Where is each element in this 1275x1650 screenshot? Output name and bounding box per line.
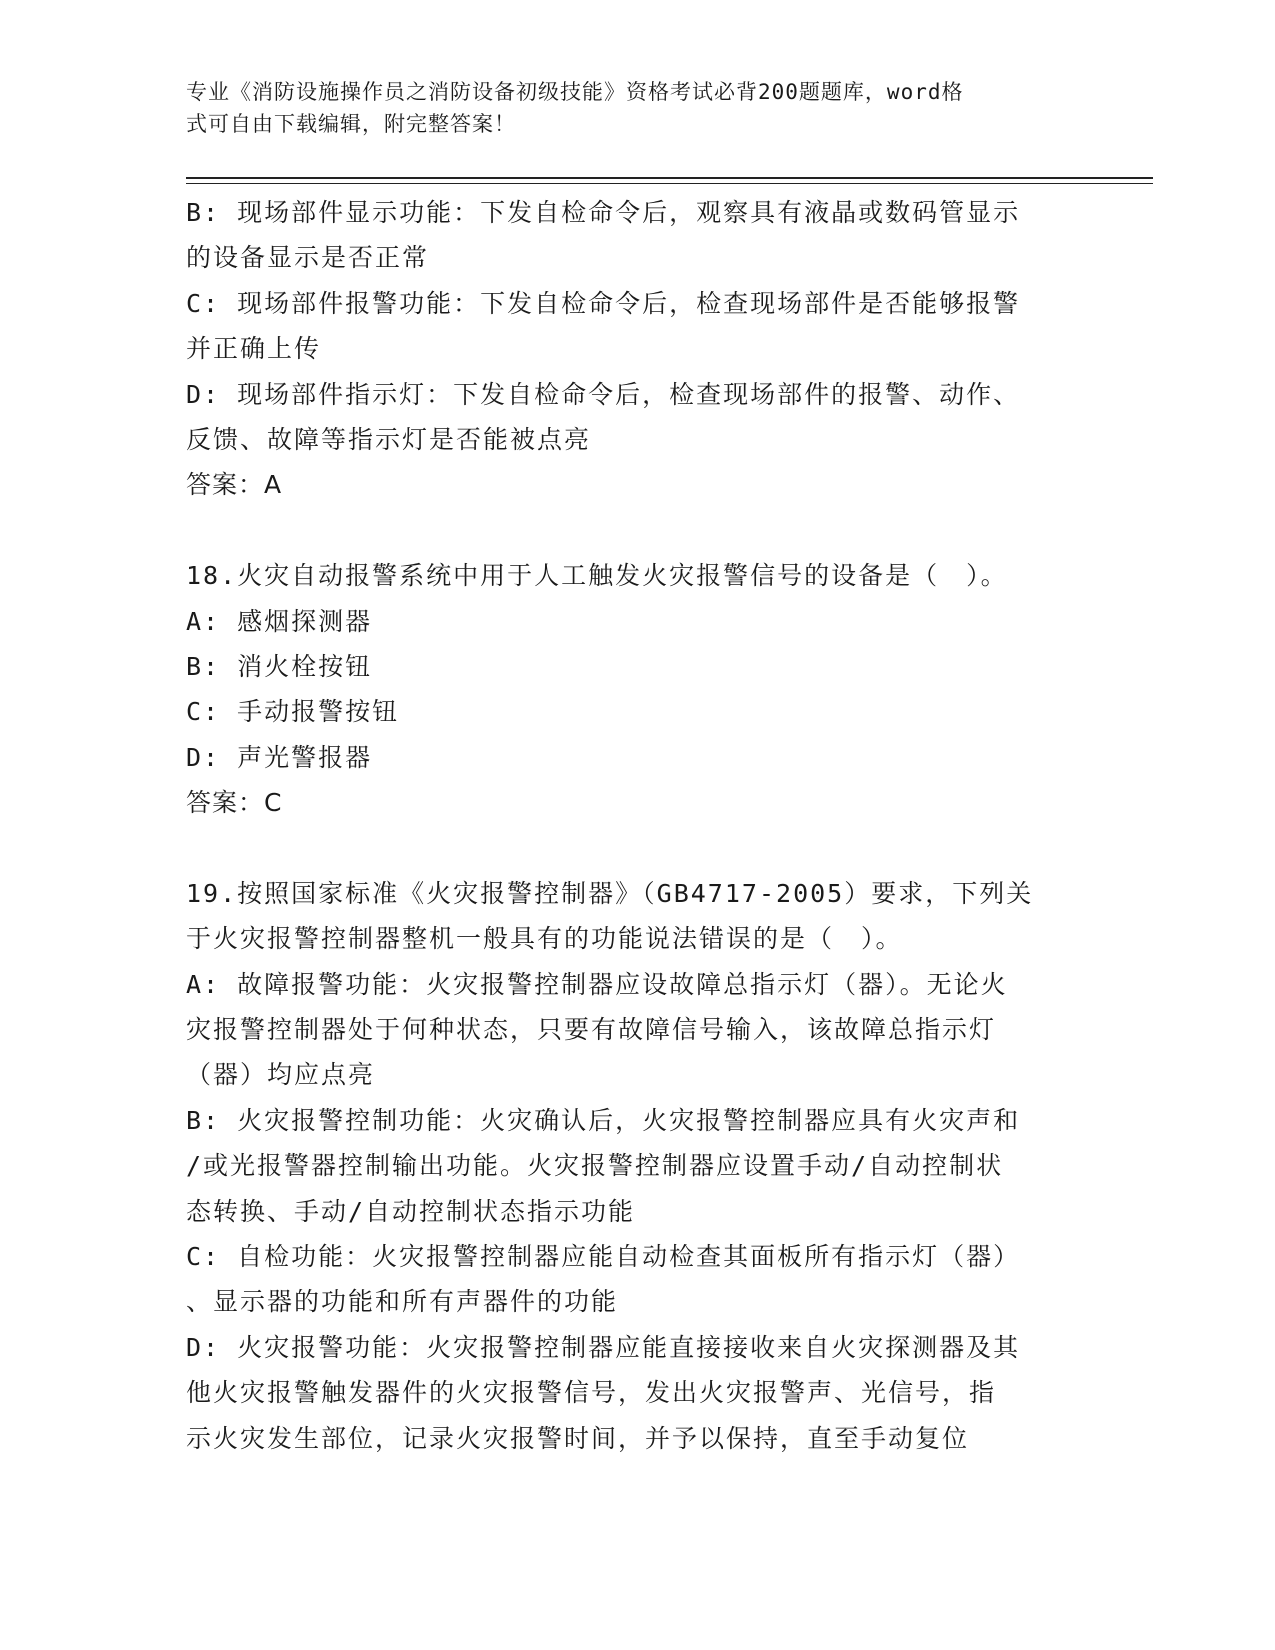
header-divider-thin (186, 183, 1153, 184)
header-divider-thick (186, 177, 1153, 179)
option-c-line-2: 、显示器的功能和所有声器件的功能 (186, 1287, 619, 1317)
question-content (186, 190, 1076, 1461)
question-18 (186, 553, 1076, 825)
header-line-1: 专业《消防设施操作员之消防设备初级技能》资格考试必背200题题库，word格 (186, 80, 964, 104)
option-c: C: 手动报警按钮 (186, 697, 400, 727)
option-c-line-2: 并正确上传 (186, 334, 322, 364)
option-a-line-3: （器）均应点亮 (186, 1060, 376, 1090)
option-c-line-1: C: 现场部件报警功能：下发自检命令后，检查现场部件是否能够报警 (186, 288, 1021, 318)
option-d-line-1: D: 火灾报警功能：火灾报警控制器应能直接接收来自火灾探测器及其 (186, 1332, 1021, 1362)
option-d-line-2: 反馈、故障等指示灯是否能被点亮 (186, 424, 592, 454)
option-a: A: 感烟探测器 (186, 606, 373, 636)
option-c-line-1: C: 自检功能：火灾报警控制器应能自动检查其面板所有指示灯（器） (186, 1241, 1021, 1271)
answer-17: 答案：A (186, 470, 283, 500)
option-a-line-2: 灾报警控制器处于何种状态，只要有故障信号输入，该故障总指示灯 (186, 1015, 997, 1045)
option-d (186, 372, 1076, 463)
option-b-line-3: 态转换、手动/自动控制状态指示功能 (186, 1196, 636, 1226)
option-c (186, 281, 1076, 372)
option-b-line-2: 的设备显示是否正常 (186, 243, 430, 273)
question-19-stem (186, 871, 1076, 962)
option-d (186, 1325, 1076, 1461)
option-d-line-2: 他火灾报警触发器件的火灾报警信号，发出火灾报警声、光信号，指 (186, 1378, 997, 1408)
option-b (186, 1098, 1076, 1234)
option-c (186, 1234, 1076, 1325)
option-b-line-1: B: 现场部件显示功能：下发自检命令后，观察具有液晶或数码管显示 (186, 198, 1021, 227)
option-d: D: 声光警报器 (186, 742, 373, 772)
question-18-stem: 18.火灾自动报警系统中用于人工触发火灾报警信号的设备是（ ）。 (186, 561, 1008, 591)
document-header (186, 76, 1066, 140)
option-d-line-1: D: 现场部件指示灯：下发自检命令后，检查现场部件的报警、动作、 (186, 379, 1021, 409)
spacer (186, 825, 1076, 870)
stem-line-2: 于火灾报警控制器整机一般具有的功能说法错误的是（ ）。 (186, 924, 903, 954)
answer-18: 答案：C (186, 788, 283, 818)
question-19 (186, 871, 1076, 1461)
option-b: B: 消火栓按钮 (186, 651, 373, 681)
option-b-line-2: /或光报警器控制输出功能。火灾报警控制器应设置手动/自动控制状 (186, 1151, 1004, 1181)
stem-line-1: 19.按照国家标准《火灾报警控制器》（GB4717-2005）要求，下列关 (186, 878, 1034, 908)
question-17-options (186, 190, 1076, 508)
option-a-line-1: A: 故障报警功能：火灾报警控制器应设故障总指示灯（器）。无论火 (186, 969, 1008, 999)
option-b (186, 190, 1076, 281)
option-b-line-1: B: 火灾报警控制功能：火灾确认后，火灾报警控制器应具有火灾声和 (186, 1105, 1021, 1135)
spacer (186, 508, 1076, 553)
header-line-2: 式可自由下载编辑，附完整答案！ (186, 112, 516, 136)
option-a (186, 962, 1076, 1098)
option-d-line-3: 示火灾发生部位，记录火灾报警时间，并予以保持，直至手动复位 (186, 1423, 970, 1453)
